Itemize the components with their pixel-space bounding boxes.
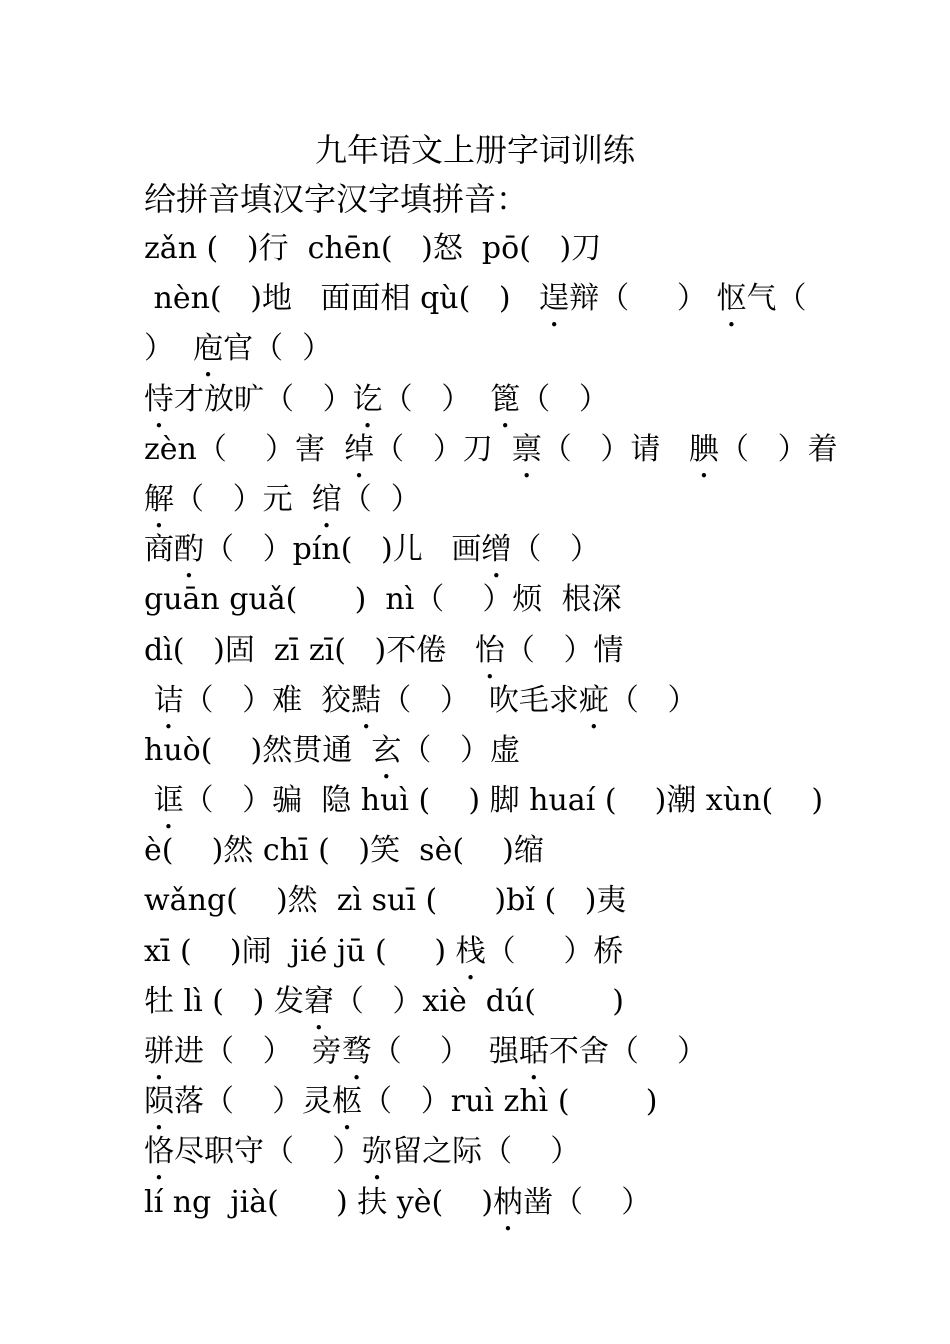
marked-character: 庖: [193, 331, 224, 367]
line-text: 牡 lì ( ) 发: [144, 983, 304, 1019]
line-text: 不舍（ ）: [548, 1034, 708, 1069]
exercise-line: [144, 375, 814, 425]
line-text: zǎn ( )行 chēn( )怒 pō( )刀: [144, 231, 602, 266]
line-text: （ ）: [382, 381, 491, 417]
line-text: lí ng jià( ) 扶 yè( ): [144, 1184, 494, 1220]
line-text: （ ）难 狡: [183, 682, 352, 718]
marked-character: 窘: [303, 983, 334, 1019]
marked-character: 讫: [352, 381, 383, 417]
line-text: （ ）着: [719, 431, 838, 467]
marked-character: 诘: [153, 682, 184, 718]
exercise-line: [144, 1178, 814, 1228]
exercise-line: [144, 726, 814, 776]
line-text: 凿（ ）: [523, 1184, 652, 1220]
marked-character: 绾: [311, 481, 342, 517]
line-text: （ ）xiè dú( ): [333, 983, 624, 1019]
marked-character: 恃: [144, 381, 174, 417]
marked-character: 怡: [474, 632, 505, 668]
marked-character: 绰: [344, 431, 375, 467]
exercise-line: [144, 826, 814, 876]
line-text: （ ）: [341, 481, 421, 517]
exercise-line: [144, 927, 814, 977]
exercise-line: [144, 977, 814, 1027]
line-text: 尽职守（ ）: [174, 1134, 363, 1170]
line-text: （ ） 吹毛求: [381, 682, 579, 718]
line-text: （ ）虚: [401, 732, 520, 768]
exercise-line: [144, 1127, 814, 1177]
line-text: （ ）刀: [374, 431, 512, 467]
line-text: dì( )固 zī zī( )不倦: [144, 632, 475, 668]
marked-character: 黠: [351, 682, 382, 718]
marked-character: 栈: [455, 933, 486, 969]
line-text: 辩（ ）: [569, 281, 717, 317]
line-text: [144, 683, 154, 718]
line-text: 落（ ）灵: [174, 1084, 333, 1120]
line-text: （ ）元: [174, 481, 312, 517]
line-text: è( )然 chī ( )笑 sè( )缩: [144, 833, 544, 869]
line-text: nèn( )地 面面相 qù( ): [144, 281, 540, 317]
line-text: xī ( )闹 jié jū ( ): [144, 933, 456, 969]
line-text: guān guǎ( ) nì（ ）烦 根深: [144, 582, 622, 618]
exercise-line: [144, 1027, 814, 1077]
exercise-line: [144, 324, 814, 374]
marked-character: 枘: [493, 1184, 524, 1220]
exercise-line: [144, 676, 814, 726]
line-text: 商: [144, 532, 174, 568]
line-text: （ ）: [608, 682, 698, 718]
line-text: 才放旷（ ）: [174, 381, 353, 417]
instruction-text: 给拼音填汉字汉字填拼音：: [144, 180, 529, 218]
line-text: （ ）桥: [485, 933, 624, 969]
line-text: 留之际（ ）: [392, 1134, 581, 1170]
line-text: wǎng( )然 zì suī ( )bǐ ( )夷: [144, 883, 627, 919]
line-text: （ ）骗 隐 huì ( ) 脚 huaí ( )潮 xùn( ): [183, 783, 824, 819]
line-text: （ ） 强: [371, 1034, 519, 1069]
marked-character: 酌: [174, 532, 204, 568]
line-text: 官（ ）: [223, 331, 333, 367]
line-text: （ ）请: [541, 431, 690, 467]
exercise-line: [144, 224, 814, 274]
marked-character: 玄: [371, 732, 402, 768]
marked-character: 禀: [511, 431, 542, 467]
exercise-line: [144, 776, 824, 826]
marked-character: 柩: [332, 1084, 363, 1120]
marked-character: 恪: [144, 1134, 174, 1170]
line-text: （ ）: [511, 532, 600, 568]
marked-character: 解: [144, 481, 174, 517]
exercise-lines: [144, 224, 838, 1228]
line-text: （ ）pín( )儿 画: [204, 532, 482, 568]
exercise-line: [144, 475, 814, 525]
exercise-line: [144, 274, 814, 324]
exercise-line: [144, 876, 814, 926]
line-text: （ ）情: [504, 632, 624, 668]
line-text: [144, 783, 154, 818]
line-text: （ ）ruì zhì ( ): [362, 1084, 658, 1120]
line-text: 进（ ） 旁: [174, 1034, 342, 1069]
page-title: 九年语文上册字词训练: [314, 131, 635, 169]
marked-character: 怄: [716, 281, 747, 317]
exercise-line: [144, 525, 814, 575]
marked-character: 弥: [362, 1134, 393, 1170]
marked-character: 逞: [539, 281, 570, 317]
marked-character: 诓: [153, 783, 184, 819]
marked-character: 疵: [578, 682, 609, 718]
marked-character: 陨: [144, 1084, 174, 1120]
marked-character: 篦: [490, 381, 521, 417]
line-text: huò( )然贯通: [144, 732, 372, 768]
exercise-line: [144, 425, 838, 475]
exercise-line: [144, 1077, 814, 1127]
line-text: zèn（ ）害: [144, 431, 345, 467]
exercise-line: [144, 626, 814, 676]
line-text: （ ）: [520, 381, 609, 417]
marked-character: 缯: [481, 532, 512, 568]
marked-character: 骈: [144, 1034, 174, 1069]
line-text: ）: [144, 331, 194, 367]
exercise-line: [144, 575, 814, 625]
marked-character: 腆: [689, 431, 720, 467]
marked-character: 聒: [518, 1034, 549, 1069]
line-text: 气（: [746, 281, 807, 317]
marked-character: 骛: [341, 1034, 372, 1069]
